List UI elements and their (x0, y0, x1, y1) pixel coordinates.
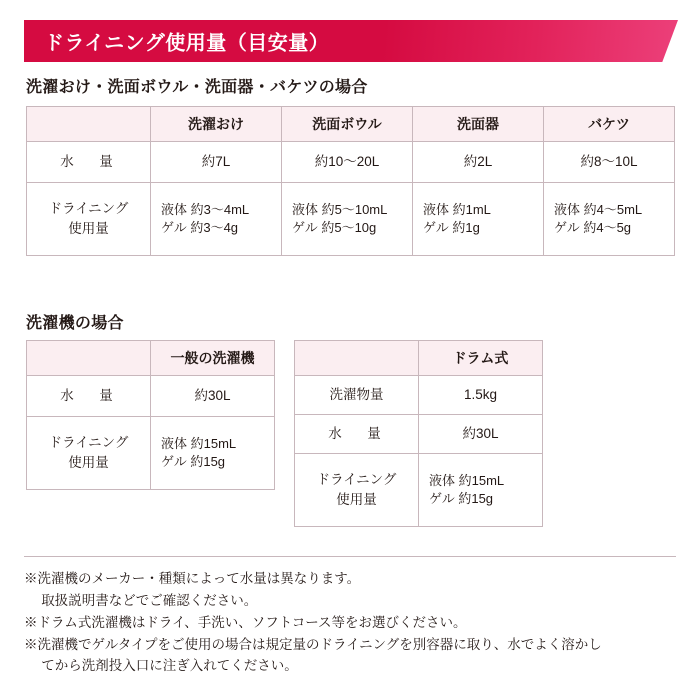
note-line: ※ドラム式洗濯機はドライ、手洗い、ソフトコース等をお選びください。 (24, 614, 467, 630)
cell-dosage-washtub-liquid: 液体 約3〜4mL (161, 202, 250, 218)
cell-water-washbasin: 約2L (413, 142, 544, 183)
cell-dosage-washbowl-gel: ゲル 約5〜10g (292, 220, 377, 235)
row-label-dosage-line2: 使用量 (336, 492, 377, 507)
cell-dosage-standard-washer (151, 417, 275, 490)
table-basin (26, 106, 675, 256)
header-cell-washtub: 洗濯おけ (151, 107, 282, 142)
row-label-dosage-line1: ドライニング (316, 472, 397, 488)
row-label-laundry-load: 洗濯物量 (295, 376, 419, 415)
header-cell-washbasin: 洗面器 (413, 107, 544, 142)
cell-laundry-load-drum: 1.5kg (419, 376, 543, 415)
section-heading-machine: 洗濯機の場合 (26, 315, 124, 332)
cell-dosage-washtub-gel: ゲル 約3〜4g (161, 220, 239, 235)
table-row (27, 376, 275, 417)
cell-dosage-standard-liquid: 液体 約15mL (161, 436, 237, 452)
header-cell-blank (27, 341, 151, 376)
cell-water-standard-washer: 約30L (151, 376, 275, 417)
row-label-dosage (27, 417, 151, 490)
cell-dosage-bucket-gel: ゲル 約4〜5g (554, 220, 632, 235)
table-row (295, 376, 543, 415)
cell-dosage-drum-liquid: 液体 約15mL (429, 473, 505, 489)
row-label-dosage-line2: 使用量 (68, 221, 109, 236)
banner-title: ドライニング使用量（目安量） (44, 32, 330, 55)
cell-dosage-washbowl-liquid: 液体 約5〜10mL (292, 202, 388, 218)
cell-dosage-washtub (151, 183, 282, 256)
header-cell-blank (295, 341, 419, 376)
row-label-dosage-line2: 使用量 (68, 455, 109, 470)
table-row-header (295, 341, 543, 376)
table-drum-washer (294, 340, 543, 527)
table-washer (26, 340, 275, 490)
row-label-water-amount: 水 量 (295, 415, 419, 454)
page-banner (24, 20, 678, 62)
row-label-dosage-line1: ドライニング (48, 435, 129, 451)
cell-water-washtub: 約7L (151, 142, 282, 183)
table-row (27, 142, 675, 183)
table-row (295, 415, 543, 454)
cell-water-bucket: 約8〜10L (544, 142, 675, 183)
cell-dosage-standard-gel: ゲル 約15g (161, 454, 226, 469)
cell-dosage-washbowl (282, 183, 413, 256)
note-line: ※洗濯機でゲルタイプをご使用の場合は規定量のドライニングを別容器に取り、水でよく溶かし (24, 636, 602, 652)
header-cell-bucket: バケツ (544, 107, 675, 142)
cell-dosage-bucket-liquid: 液体 約4〜5mL (554, 202, 643, 218)
header-cell-drum-washer: ドラム式 (419, 341, 543, 376)
table-row (295, 454, 543, 527)
table-row-header (27, 107, 675, 142)
header-cell-standard-washer: 一般の洗濯機 (151, 341, 275, 376)
header-cell-blank (27, 107, 151, 142)
row-label-water-amount: 水 量 (27, 376, 151, 417)
cell-dosage-washbasin-liquid: 液体 約1mL (423, 202, 491, 218)
row-label-dosage (27, 183, 151, 256)
row-label-water-amount: 水 量 (27, 142, 151, 183)
section-heading-basin: 洗濯おけ・洗面ボウル・洗面器・バケツの場合 (26, 79, 368, 96)
header-cell-washbowl: 洗面ボウル (282, 107, 413, 142)
row-label-dosage (295, 454, 419, 527)
cell-dosage-bucket (544, 183, 675, 256)
cell-water-washbowl: 約10〜20L (282, 142, 413, 183)
row-label-dosage-line1: ドライニング (48, 201, 129, 217)
note-line: 取扱説明書などでご確認ください。 (24, 592, 258, 608)
notes-block (24, 568, 684, 677)
cell-dosage-drum (419, 454, 543, 527)
note-line: てから洗剤投入口に注ぎ入れてください。 (24, 658, 298, 674)
cell-dosage-washbasin (413, 183, 544, 256)
notes-divider (24, 556, 676, 557)
table-row-header (27, 341, 275, 376)
note-line: ※洗濯機のメーカー・種類によって水量は異なります。 (24, 571, 361, 586)
cell-dosage-drum-gel: ゲル 約15g (429, 491, 494, 506)
cell-dosage-washbasin-gel: ゲル 約1g (423, 220, 480, 235)
table-row (27, 417, 275, 490)
table-row (27, 183, 675, 256)
cell-water-drum: 約30L (419, 415, 543, 454)
